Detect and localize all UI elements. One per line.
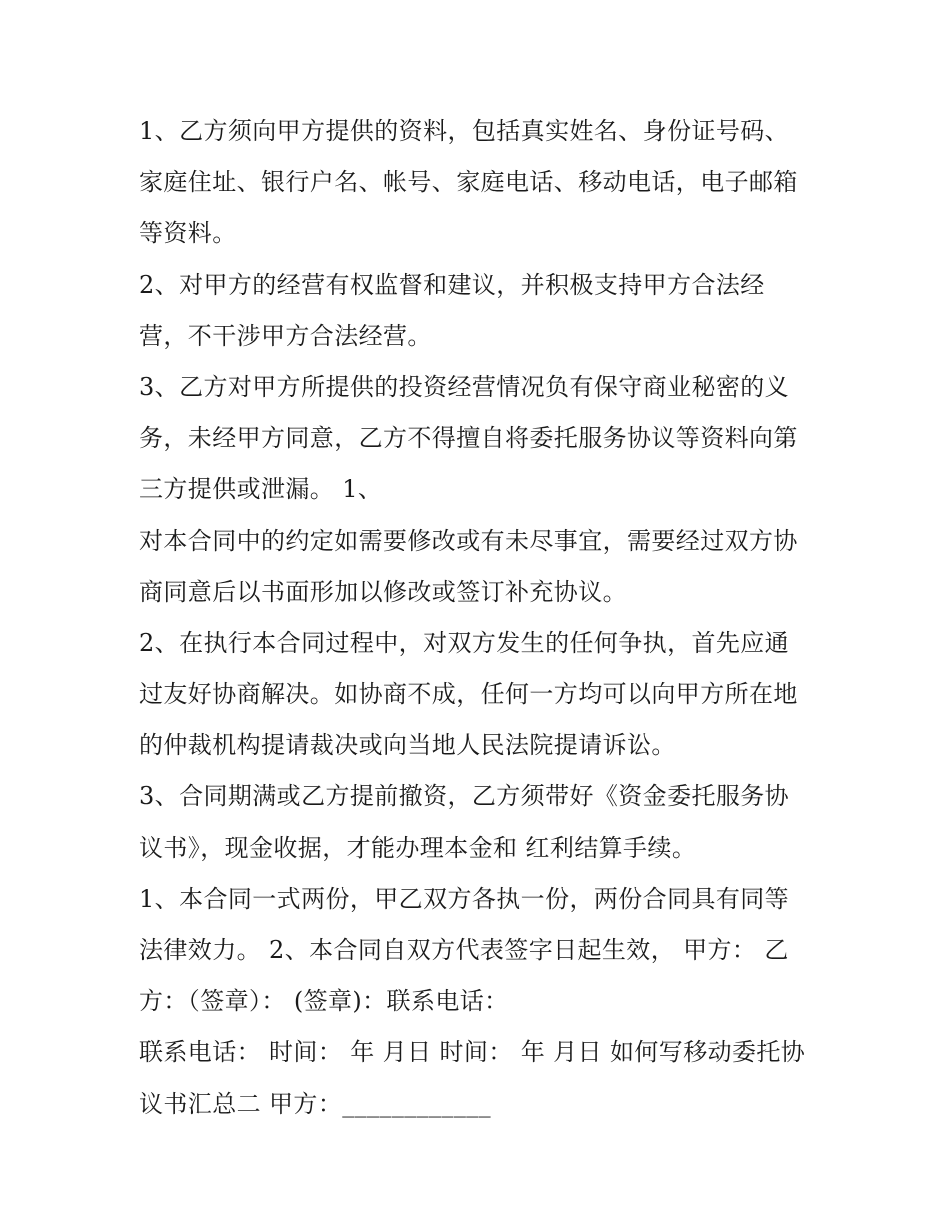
signature-line: 议书汇总二 甲方：____________ — [139, 1089, 492, 1118]
text-line: 三方提供或泄漏。 1、 — [139, 475, 383, 504]
text-line: 3、合同期满或乙方提前撤资，乙方须带好《资金委托服务协 — [139, 782, 790, 811]
text-line: 家庭住址、银行户名、帐号、家庭电话、移动电话，电子邮箱 — [139, 168, 798, 197]
text-line: 联系电话： 时间： 年 月日 时间： 年 月日 如何写移动委托协 — [139, 1038, 806, 1067]
text-line: 法律效力。 2、本合同自双方代表签字日起生效， 甲方： 乙 — [139, 936, 789, 964]
text-line: 务，未经甲方同意，乙方不得擅自将委托服务协议等资料向第 — [139, 424, 798, 453]
text-line: 1、乙方须向甲方提供的资料，包括真实姓名、身份证号码、 — [139, 117, 790, 145]
text-line: 方：（签章）： (签章)：联系电话： — [139, 987, 509, 1016]
text-line: 的仲裁机构提请裁决或向当地人民法院提请诉讼。 — [139, 731, 676, 760]
text-line: 商同意后以书面形加以修改或签订补充协议。 — [139, 577, 627, 606]
text-line: 等资料。 — [139, 219, 237, 248]
text-line: 议书》，现金收据，才能办理本金和 红利结算手续。 — [139, 833, 697, 862]
text-line: 过友好协商解决。如协商不成，任何一方均可以向甲方所在地 — [139, 680, 798, 709]
text-line: 营，不干涉甲方合法经营。 — [139, 321, 432, 350]
text-line: 对本合同中的约定如需要修改或有未尽事宜，需要经过双方协 — [139, 526, 798, 555]
text-line: 2、在执行本合同过程中，对双方发生的任何争执，首先应通 — [139, 628, 790, 657]
text-line: 2、对甲方的经营有权监督和建议，并积极支持甲方合法经 — [139, 270, 765, 299]
agreement-text — [139, 106, 819, 1130]
text-line: 3、乙方对甲方所提供的投资经营情况负有保守商业秘密的义 — [139, 372, 790, 401]
text-line: 1、本合同一式两份，甲乙双方各执一份，两份合同具有同等 — [139, 884, 790, 913]
